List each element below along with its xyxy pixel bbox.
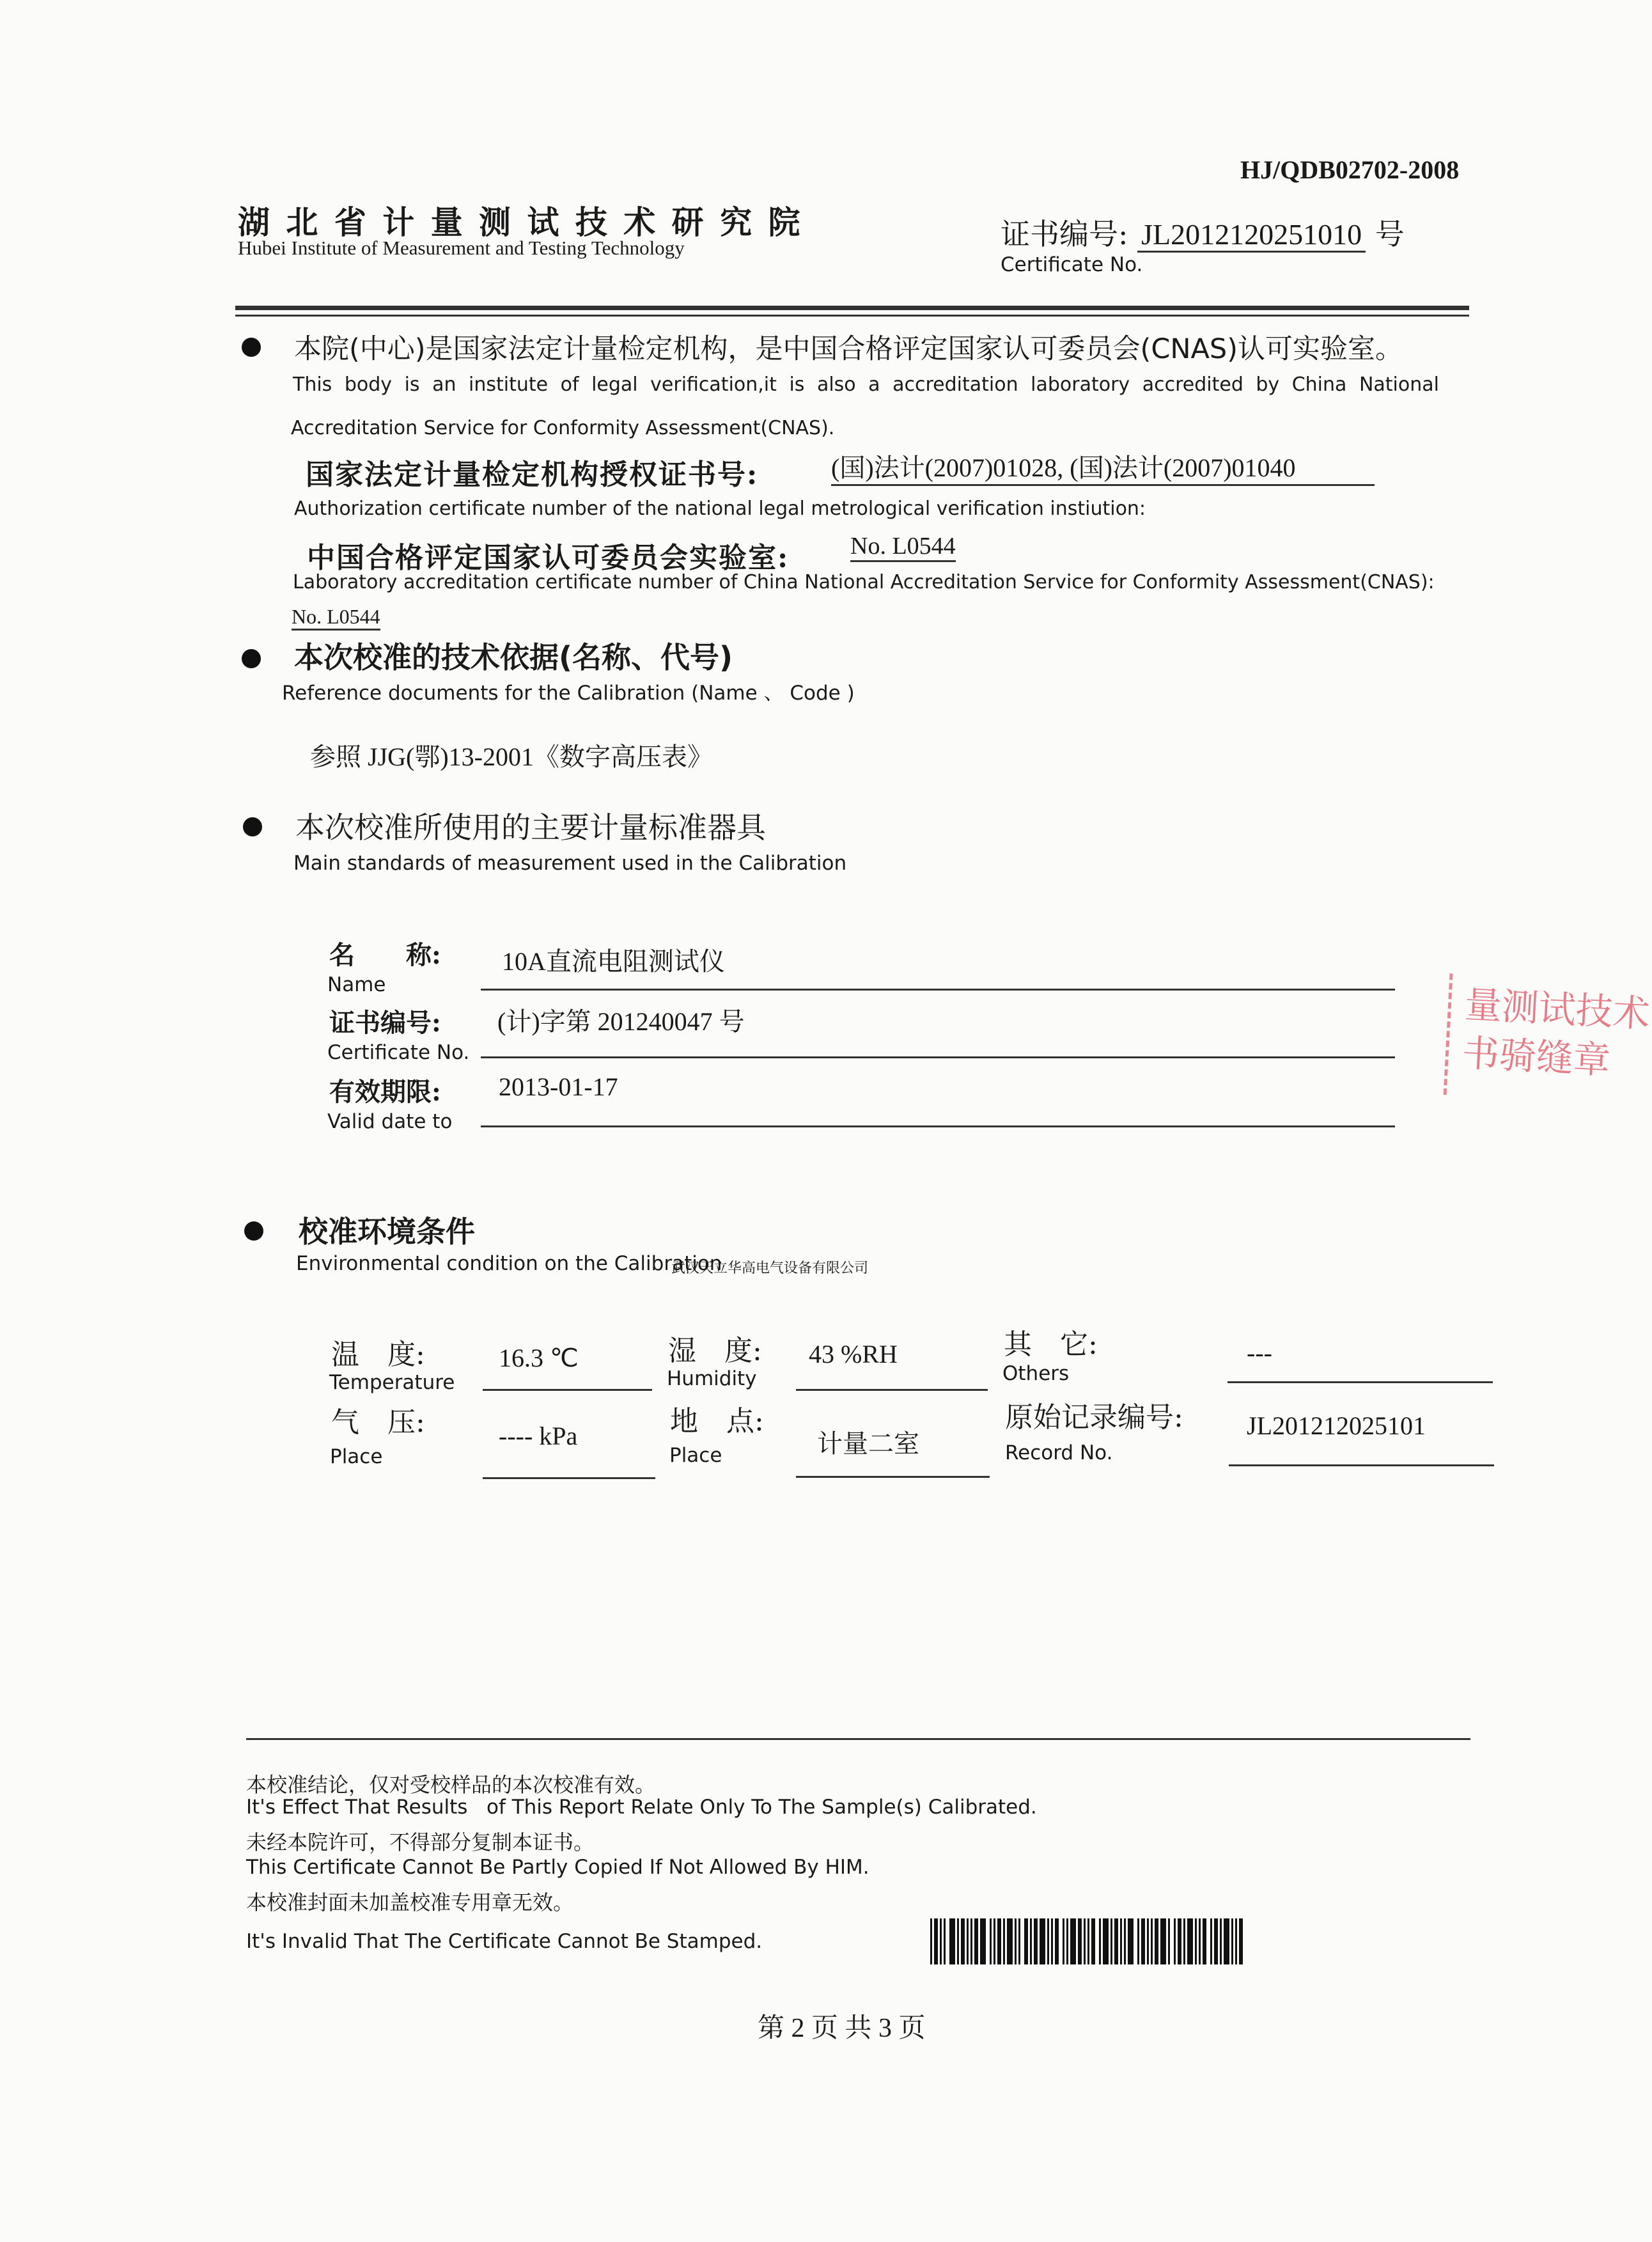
barcode-bar xyxy=(1087,1918,1089,1964)
barcode-bar xyxy=(997,1918,1001,1964)
page-footer: 第 2 页 共 3 页 xyxy=(758,2014,926,2043)
temperature-label-en: Temperature xyxy=(329,1371,455,1394)
barcode-bar xyxy=(1091,1918,1095,1964)
temperature-line xyxy=(483,1389,652,1391)
barcode-bar xyxy=(1183,1918,1185,1964)
barcode-bar xyxy=(930,1918,932,1964)
standard-valid-value: 2013-01-17 xyxy=(499,1072,618,1101)
barcode-bar xyxy=(1141,1918,1145,1964)
barcode-bar xyxy=(994,1918,995,1964)
authorization-number: (国)法计(2007)01028, (国)法计(2007)01040 xyxy=(831,448,1375,486)
standard-name-value: 10A直流电阻测试仪 xyxy=(502,947,725,976)
standards-title-cn: 本次校准所使用的主要计量标准器具 xyxy=(295,810,766,845)
standards-title-en: Main standards of measurement used in the Calibration xyxy=(293,852,847,875)
others-label-cn: 其 它: xyxy=(1004,1328,1098,1361)
barcode-bar xyxy=(1055,1918,1059,1964)
barcode xyxy=(930,1918,1279,1964)
barcode-bar xyxy=(1199,1918,1201,1964)
humidity-line xyxy=(796,1389,988,1391)
certificate-label-cn: 证书编号: xyxy=(1001,217,1128,251)
others-value: --- xyxy=(1247,1338,1272,1367)
barcode-bar xyxy=(1018,1918,1020,1964)
barcode-bar xyxy=(934,1918,938,1964)
barcode-bar xyxy=(1070,1918,1076,1964)
humidity-label-cn: 湿 度: xyxy=(668,1335,762,1367)
environment-title-en: Environmental condition on the Calibration xyxy=(296,1252,722,1275)
barcode-bar xyxy=(940,1918,942,1964)
temperature-label-cn: 温 度: xyxy=(331,1338,425,1371)
accreditation-statement-en-1: This body is an institute of legal verification,it is also a accreditation laboratory accredited by China National xyxy=(293,373,1439,396)
note-1-cn: 本校准结论，仅对受校样品的本次校准有效。 xyxy=(246,1773,656,1797)
pressure-label-en: Place xyxy=(330,1445,383,1468)
barcode-bar xyxy=(1114,1918,1118,1964)
bullet-4 xyxy=(244,1221,263,1241)
institute-name-cn: 湖 北 省 计 量 测 试 技 术 研 究 院 xyxy=(238,204,803,241)
others-line xyxy=(1227,1381,1493,1383)
pressure-line xyxy=(483,1477,655,1479)
barcode-bar xyxy=(1120,1918,1122,1964)
place-line xyxy=(796,1476,990,1478)
certificate-label-en: Certificate No. xyxy=(1001,253,1143,276)
note-3-cn: 本校准封面未加盖校准专用章无效。 xyxy=(246,1890,574,1915)
barcode-bar xyxy=(970,1918,972,1964)
note-2-cn: 未经本院许可，不得部分复制本证书。 xyxy=(246,1830,595,1854)
record-value: JL201212025101 xyxy=(1247,1411,1426,1440)
note-2-en: This Certificate Cannot Be Partly Copied If Not Allowed By HIM. xyxy=(246,1856,869,1879)
barcode-bar xyxy=(961,1918,965,1964)
record-label-cn: 原始记录编号: xyxy=(1005,1401,1183,1434)
barcode-bar xyxy=(1231,1918,1233,1964)
barcode-bar xyxy=(1030,1918,1032,1964)
barcode-bar xyxy=(1099,1918,1101,1964)
temperature-value: 16.3 ℃ xyxy=(499,1344,579,1372)
barcode-bar xyxy=(1195,1918,1197,1964)
riding-seal-stamp xyxy=(1442,962,1651,1125)
barcode-bar xyxy=(1110,1918,1112,1964)
lab-accreditation-number-2: No. L0544 xyxy=(292,605,380,631)
bullet-2 xyxy=(242,649,261,668)
barcode-bar xyxy=(1024,1918,1028,1964)
barcode-bar xyxy=(1155,1918,1158,1964)
barcode-bar xyxy=(1174,1918,1176,1964)
humidity-label-en: Humidity xyxy=(667,1367,757,1390)
standard-name-label-en: Name xyxy=(327,973,386,996)
barcode-bar xyxy=(1147,1918,1149,1964)
certificate-number: JL2012120251010 xyxy=(1137,218,1366,253)
notes-rule xyxy=(246,1738,1470,1740)
barcode-bar xyxy=(944,1918,946,1964)
barcode-bar xyxy=(974,1918,978,1964)
barcode-bar xyxy=(1047,1918,1049,1964)
barcode-bar xyxy=(949,1918,955,1964)
standard-cert-line xyxy=(481,1056,1395,1058)
barcode-bar xyxy=(1160,1918,1166,1964)
barcode-bar xyxy=(990,1918,992,1964)
standard-valid-label-en: Valid date to xyxy=(327,1110,453,1133)
barcode-bar xyxy=(1066,1918,1068,1964)
barcode-bar xyxy=(1007,1918,1013,1964)
barcode-bar xyxy=(1178,1918,1181,1964)
barcode-bar xyxy=(1168,1918,1170,1964)
accreditation-statement-en-2: Accreditation Service for Conformity Assessment(CNAS). xyxy=(291,417,835,439)
record-label-en: Record No. xyxy=(1005,1441,1113,1464)
others-label-en: Others xyxy=(1002,1362,1070,1385)
barcode-bar xyxy=(1239,1918,1243,1964)
barcode-bar xyxy=(1235,1918,1237,1964)
accreditation-statement-cn: 本院(中心)是国家法定计量检定机构，是中国合格评定国家认可委员会(CNAS)认可实验室。 xyxy=(294,333,1403,365)
lab-accreditation-number: No. L0544 xyxy=(850,532,956,562)
barcode-bar xyxy=(1078,1918,1082,1964)
stamp-line-1: 量测试技术 xyxy=(1463,982,1651,1036)
standard-valid-label-cn: 有效期限: xyxy=(329,1077,441,1107)
barcode-bar xyxy=(1051,1918,1053,1964)
certificate-suffix: 号 xyxy=(1375,217,1405,251)
barcode-bar xyxy=(1128,1918,1134,1964)
barcode-bar xyxy=(957,1918,959,1964)
place-label-en: Place xyxy=(669,1444,722,1467)
barcode-bar xyxy=(980,1918,986,1964)
form-code: HJ/QDB02702-2008 xyxy=(1240,155,1460,184)
record-line xyxy=(1229,1464,1494,1466)
reference-value: 参照 JJG(鄂)13-2001《数字高压表》 xyxy=(310,742,713,771)
note-1-en: It's Effect That Results of This Report Relate Only To The Sample(s) Calibrated. xyxy=(246,1796,1037,1819)
barcode-bar xyxy=(1084,1918,1086,1964)
barcode-bar xyxy=(1151,1918,1153,1964)
header-rule-bottom xyxy=(235,315,1469,317)
bullet-1 xyxy=(242,338,261,357)
barcode-bar xyxy=(1103,1918,1109,1964)
barcode-bar xyxy=(1203,1918,1206,1964)
barcode-bar xyxy=(1040,1918,1045,1964)
pressure-value: ---- kPa xyxy=(499,1422,578,1450)
barcode-bar xyxy=(1015,1918,1017,1964)
authorization-label-cn: 国家法定计量检定机构授权证书号: xyxy=(306,459,759,491)
barcode-bar xyxy=(1137,1918,1139,1964)
company-overprint: 武汉天立华高电气设备有限公司 xyxy=(671,1260,869,1276)
standard-valid-line xyxy=(481,1125,1395,1127)
authorization-label-en: Authorization certificate number of the national legal metrological verification instiution: xyxy=(294,498,1146,520)
bullet-3 xyxy=(243,817,262,836)
stamp-line-2: 书骑缝章 xyxy=(1461,1031,1612,1083)
environment-title-cn: 校准环境条件 xyxy=(299,1214,475,1249)
standard-cert-label-en: Certificate No. xyxy=(327,1041,470,1064)
barcode-bar xyxy=(1124,1918,1126,1964)
humidity-value: 43 %RH xyxy=(809,1340,898,1368)
standard-cert-label-cn: 证书编号: xyxy=(329,1008,441,1038)
certificate-number-block xyxy=(1001,211,1405,253)
standard-name-line xyxy=(481,989,1395,991)
standard-cert-value: (计)字第 201240047 号 xyxy=(497,1007,745,1036)
institute-name-en: Hubei Institute of Measurement and Testing Technology xyxy=(238,237,685,259)
barcode-bar xyxy=(1224,1918,1229,1964)
barcode-bar xyxy=(1003,1918,1005,1964)
standard-name-label-cn: 名 称: xyxy=(329,940,441,970)
barcode-bar xyxy=(1214,1918,1218,1964)
lab-accreditation-label-en: Laboratory accreditation certificate number of China National Accreditation Service for Conformity Assessment(CNAS): xyxy=(293,571,1435,593)
lab-accreditation-label-cn: 中国合格评定国家认可委员会实验室: xyxy=(307,542,790,574)
place-label-cn: 地 点: xyxy=(670,1405,764,1438)
note-3-en: It's Invalid That The Certificate Cannot Be Stamped. xyxy=(246,1930,763,1953)
barcode-bar xyxy=(1187,1918,1193,1964)
barcode-bar xyxy=(1034,1918,1038,1964)
barcode-bar xyxy=(1220,1918,1222,1964)
place-value: 计量二室 xyxy=(817,1429,919,1458)
reference-title-cn: 本次校准的技术依据(名称、代号) xyxy=(294,640,733,675)
barcode-bar xyxy=(967,1918,969,1964)
barcode-bar xyxy=(1063,1918,1064,1964)
reference-title-en: Reference documents for the Calibration (Name 、 Code ) xyxy=(282,682,855,705)
barcode-bar xyxy=(1210,1918,1212,1964)
header-rule-top xyxy=(235,306,1469,310)
pressure-label-cn: 气 压: xyxy=(331,1406,425,1439)
